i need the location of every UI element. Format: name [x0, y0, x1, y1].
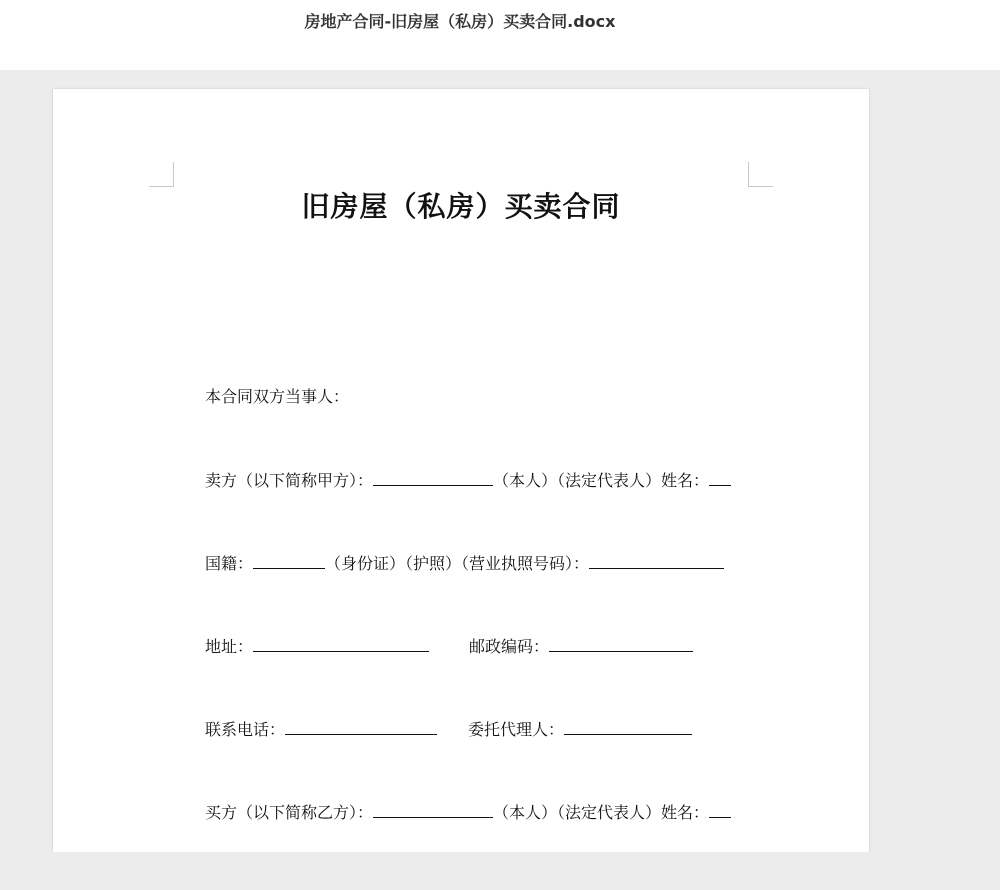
phone-label: 联系电话： — [205, 720, 286, 739]
seller-line — [205, 470, 731, 491]
intro-text: 本合同双方当事人： — [205, 387, 350, 406]
postcode-label: 邮政编码： — [469, 637, 550, 656]
contact-line — [205, 719, 692, 740]
agent-blank — [564, 719, 692, 735]
address-blank — [253, 636, 429, 652]
contract-title: 旧房屋（私房）买卖合同 — [301, 190, 621, 223]
document-page — [53, 89, 869, 859]
nationality-blank — [253, 553, 325, 569]
bottom-strip — [0, 852, 1000, 890]
address-label: 地址： — [205, 637, 254, 656]
seller-rep-name-blank — [709, 470, 731, 486]
postcode-blank — [549, 636, 693, 652]
title-bar — [0, 0, 1000, 70]
agent-label: 委托代理人： — [468, 720, 565, 739]
id-number-blank — [589, 553, 724, 569]
margin-corner-mark-right — [748, 162, 773, 187]
seller-name-blank — [373, 470, 493, 486]
buyer-name-blank — [373, 802, 493, 818]
buyer-role-label: （本人）（法定代表人）姓名： — [493, 803, 710, 822]
document-file-title: 房地产合同-旧房屋（私房）买卖合同.docx — [304, 12, 616, 31]
address-line — [205, 636, 693, 657]
buyer-line — [205, 802, 731, 823]
id-types-label: （身份证）（护照）（营业执照号码）： — [325, 554, 590, 573]
phone-blank — [285, 719, 437, 735]
nationality-label: 国籍： — [205, 554, 254, 573]
buyer-rep-name-blank — [709, 802, 731, 818]
margin-corner-mark-left — [149, 162, 174, 187]
nationality-line — [205, 553, 724, 574]
buyer-label: 买方（以下简称乙方）： — [205, 803, 374, 822]
seller-label: 卖方（以下简称甲方）： — [205, 471, 374, 490]
seller-role-label: （本人）（法定代表人）姓名： — [493, 471, 710, 490]
intro-line — [205, 387, 349, 407]
